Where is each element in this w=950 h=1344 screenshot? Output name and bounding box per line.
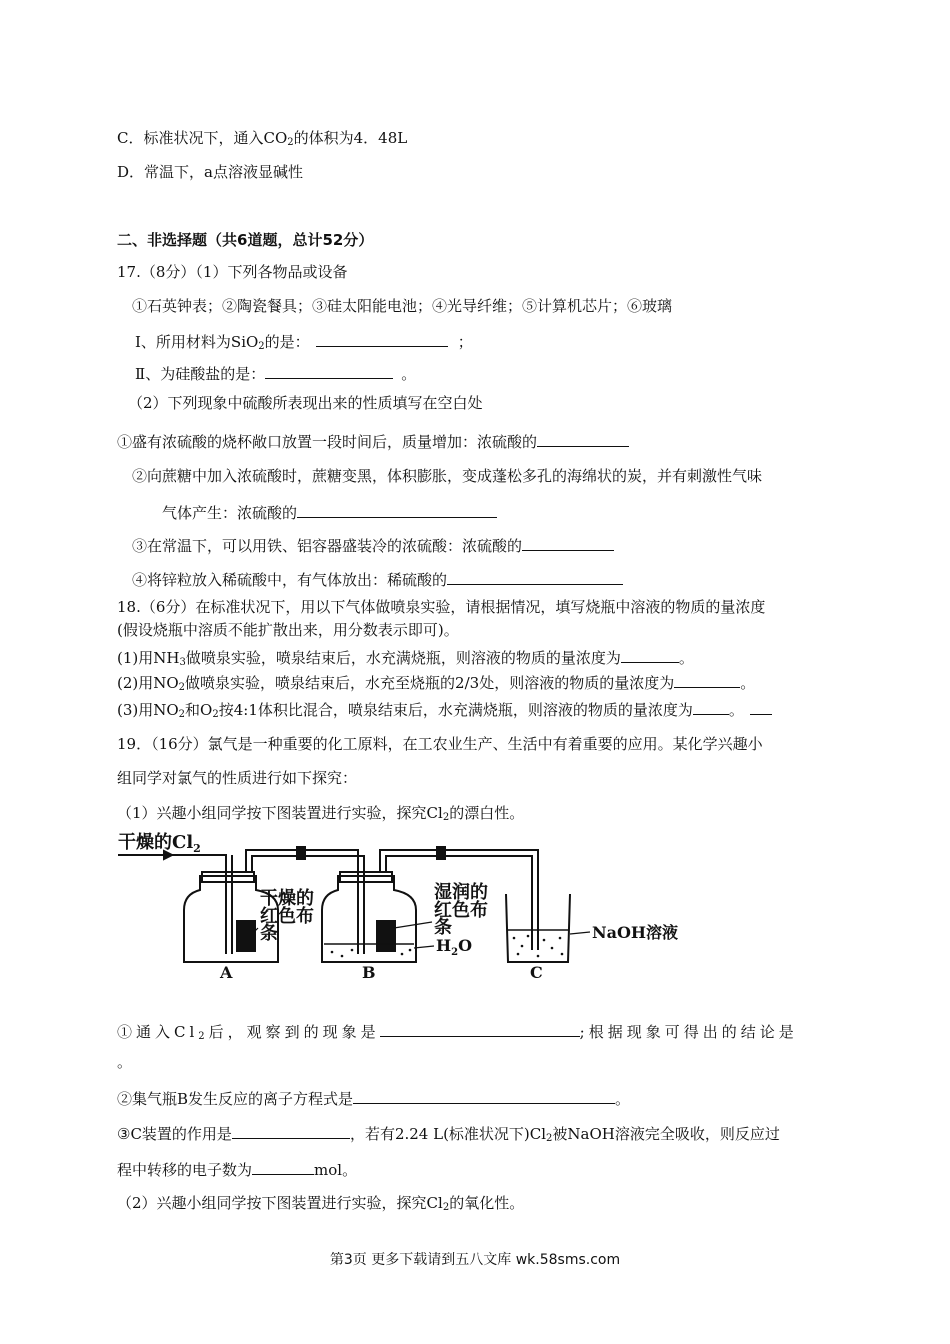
q17-title: 17.（8分）（1）下列各物品或设备 <box>117 263 348 281</box>
label-A: A <box>220 963 233 982</box>
q18-s2: (2)用$NO_2$做喷泉实验，喷泉结束后，水充至烧瓶的2/3处，则溶液的物质的量浓度为 。 <box>117 671 755 698</box>
q17-p1: ①盛有浓硫酸的烧杯敞口放置一段时间后，质量增加：浓硫酸的 <box>117 430 629 452</box>
naoh-label: NaOH溶液 <box>592 923 679 942</box>
q17-part2: （2）下列现象中硫酸所表现出来的性质填写在空白处 <box>128 394 483 412</box>
answer-blank[interactable] <box>297 501 497 518</box>
q19-intro2: 组同学对氯气的性质进行如下探究： <box>117 769 358 787</box>
q19-intro1: 19．（16分）氯气是一种重要的化工原料，在工农业生产、生活中有着重要的应用。某化学兴趣小 <box>117 735 763 753</box>
answer-blank[interactable] <box>693 698 729 715</box>
label-B: B <box>362 963 376 982</box>
page-footer: 第3页 更多下载请到五八文库 wk.58sms.com <box>329 1252 621 1268</box>
label-a-3: 条 <box>260 923 278 944</box>
answer-blank[interactable] <box>674 671 740 688</box>
label-b-3: 条 <box>434 917 452 938</box>
q19-p2: （2）兴趣小组同学按下图装置进行实验，探究$Cl_2$的氧化性。 <box>117 1194 525 1213</box>
bottle-b <box>322 876 416 962</box>
option-d: D．常温下，a点溶液显碱性 <box>117 163 303 181</box>
cloth-strip-b <box>376 920 396 952</box>
q17-items: ①石英钟表；②陶瓷餐具；③硅太阳能电池；④光导纤维；⑤计算机芯片；⑥玻璃 <box>132 297 673 315</box>
apparatus-diagram <box>118 832 738 982</box>
q19-c1-tail: 。 <box>117 1053 133 1071</box>
answer-blank[interactable] <box>750 698 772 715</box>
answer-blank[interactable] <box>621 646 679 663</box>
cloth-strip-a <box>236 920 256 952</box>
section-heading: 二、非选择题（共6道题，总计52分） <box>117 231 374 249</box>
inlet-label: 干燥的$Cl_2$ <box>118 832 201 855</box>
answer-blank[interactable] <box>316 330 448 347</box>
answer-blank[interactable] <box>447 568 623 585</box>
answer-blank[interactable] <box>522 534 614 551</box>
q18-s3: (3)用$NO_2$和$O_2$按4:1体积比混合，喷泉结束后，水充满烧瓶，则溶液的物质的量浓度为 。 <box>117 698 772 725</box>
q19-c3b: 程中转移的电子数为 mol。 <box>117 1158 357 1180</box>
answer-blank[interactable] <box>265 362 393 379</box>
q18-intro1: 18.（6分）在标准状况下，用以下气体做喷泉实验，请根据情况，填写烧瓶中溶液的物质的量浓度 <box>117 598 766 616</box>
water-label: $H_2O$ <box>436 936 473 958</box>
answer-blank[interactable] <box>380 1020 580 1037</box>
q17-i: Ⅰ、所用材料为SiO$_2$的是： ； <box>135 330 473 357</box>
q17-ii: Ⅱ、为硅酸盐的是： 。 <box>135 362 416 384</box>
q17-p3: ③在常温下，可以用铁、铝容器盛装冷的浓硫酸：浓硫酸的 <box>132 534 614 556</box>
q18-s1: (1)用$NH_3$做喷泉实验，喷泉结束后，水充满烧瓶，则溶液的物质的量浓度为 。 <box>117 646 694 673</box>
q17-p2b: 气体产生：浓硫酸的 <box>162 501 497 523</box>
answer-blank[interactable] <box>252 1158 314 1175</box>
label-a-1: 干燥的 <box>260 888 314 909</box>
label-b-2: 红色布 <box>434 900 488 921</box>
label-a-2: 红色布 <box>260 906 314 927</box>
option-c: C．标准状况下，通入$CO_2$的体积为4．48L <box>117 129 408 148</box>
label-b-1: 湿润的 <box>434 882 488 903</box>
q19-c3a: ③C装置的作用是 ，若有2.24 L(标准状况下)$Cl_2$被NaOH溶液完全吸收，则反应过 <box>117 1122 780 1149</box>
answer-blank[interactable] <box>353 1087 615 1104</box>
q19-c1: ①通入$Cl_2$后，观察到的现象是 ;根据现象可得出的结论是 <box>117 1020 798 1047</box>
q19-p1: （1）兴趣小组同学按下图装置进行实验，探究$Cl_2$的漂白性。 <box>117 804 525 823</box>
q19-c2: ②集气瓶B发生反应的离子方程式是 。 <box>117 1087 630 1109</box>
label-C: C <box>530 963 543 982</box>
q17-p2a: ②向蔗糖中加入浓硫酸时，蔗糖变黑，体积膨胀，变成蓬松多孔的海绵状的炭，并有刺激性气味 <box>132 467 763 485</box>
answer-blank[interactable] <box>232 1122 350 1139</box>
q18-intro2: (假设烧瓶中溶质不能扩散出来，用分数表示即可)。 <box>117 621 459 639</box>
answer-blank[interactable] <box>537 430 629 447</box>
clip <box>296 846 306 860</box>
q17-p4: ④将锌粒放入稀硫酸中，有气体放出：稀硫酸的 <box>132 568 623 590</box>
inlet-tube <box>172 855 226 954</box>
clip <box>436 846 446 860</box>
